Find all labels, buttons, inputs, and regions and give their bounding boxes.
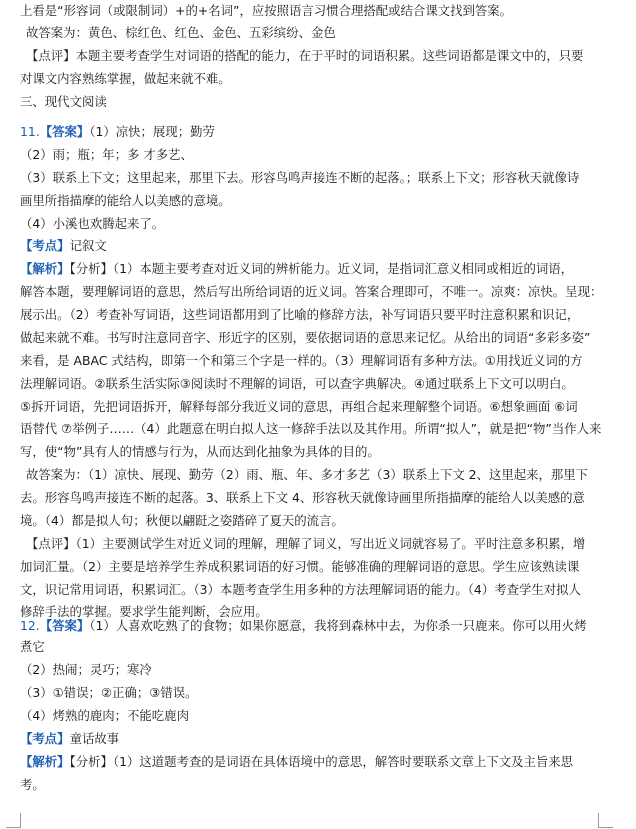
answer-line: [20, 617, 620, 635]
text-line: 加词汇量。（2）主要是培养学生养成积累词语的好习惯。能够准确的理解词语的意思。学生应该熟读课: [20, 559, 580, 574]
text-line: 上看是“形容词（或限制词）+的+名词”，应按照语言习惯合理搭配或结合课文找到答案。: [20, 3, 513, 18]
text-line: 故答案为：黄色、棕红色、红色、金色、五彩缤纷、金色: [26, 25, 336, 40]
text-line: 法理解词语。②联系生活实际③阅读时不理解的词语，可以查字典解决。④通过联系上下文可以明白。: [20, 376, 574, 391]
text-line: （2）雨；瓶；年；多 才多艺、: [20, 147, 193, 162]
section-tag: 【答案】: [39, 618, 90, 633]
answer-text: 【答案】（1）凉快；展现；勤劳: [39, 124, 215, 139]
corner-mark: [598, 813, 613, 828]
analysis-line: 【解析】【分析】（1）这道题考查的是词语在具体语境中的意思，解答时要联系文章上下文及主旨来思: [20, 754, 574, 769]
text-line: 语替代 ⑦举例子……（4）此题意在明白拟人这一修辞手法以及其作用。所谓“拟人”，就是把“物”当作人来: [20, 421, 602, 436]
text-line: （3）联系上下文；这里起来，那里下去。形容鸟鸣声接连不断的起落。；联系上下文；形容秋天就像诗: [20, 170, 580, 185]
keypoint-line: 【考点】记叙文: [20, 238, 107, 253]
text-line: 展示出。（2）考查补写词语，这些词语都用到了比喻的修辞方法，补写词语只要平时注意积累和识记，: [20, 307, 580, 322]
section-tag: 【答案】: [39, 124, 90, 139]
text-line: 考。: [20, 777, 45, 792]
comment-line: 【点评】（1）主要测试学生对近义词的理解，理解了词义，写出近义词就容易了。平时注意多积累，增: [26, 536, 586, 551]
section-tag: 【解析】: [20, 261, 70, 276]
corner-mark: [6, 813, 21, 828]
text-line: 去。形容鸟鸣声接连不断的起落。3、联系上下文 4、形容秋天就像诗画里所指描摩的能给人以美感的意: [20, 490, 585, 505]
answer-line: [20, 123, 620, 141]
text-line: 故答案为：（1）凉快、展现、勤劳（2）雨、瓶、年、多才多艺（3）联系上下文 2、这里起来，那里下: [26, 467, 589, 482]
text-line: 来看，是 ABAC 式结构，即第一个和第三个字是一样的。（3）理解词语有多种方法。①用找近义词的方: [20, 353, 583, 368]
text-line: 对课文内容熟练掌握，做起来就不难。: [20, 71, 231, 86]
text-line: （2）热闹；灵巧；寒冷: [20, 662, 152, 677]
text-line: 境。（4）都是拟人句；秋便以翩跹之姿踏碎了夏天的流言。: [20, 513, 344, 528]
question-number: 12.: [20, 618, 40, 633]
text-line: 煮它: [20, 639, 45, 654]
text-line: 解答本题，要理解词语的意思，然后写出所给词语的近义词。答案合理即可，不唯一。凉爽：凉快。呈现：: [20, 284, 603, 299]
answer-text: 【答案】（1）人喜欢吃熟了的食物；如果你愿意，我将到森林中去，为你杀一只鹿来。你可以用火烤: [39, 618, 587, 633]
section-heading: 三、现代文阅读: [20, 94, 107, 109]
section-tag: 【解析】: [20, 754, 70, 769]
text-line: （4）小溪也欢腾起来了。: [20, 216, 165, 231]
text-line: 做起来就不难。书写时注意同音字、形近字的区别，要依据词语的意思来记忆。从给出的词语“多彩多姿”: [20, 330, 591, 345]
text-line: （4）烤熟的鹿肉；不能吃鹿肉: [20, 708, 189, 723]
keypoint-line: 【考点】童话故事: [20, 731, 120, 746]
text-line: 修辞手法的掌握。要求学生能判断，会应用。: [20, 604, 268, 619]
text-line: ⑤拆开词语，先把词语拆开，解释每部分我近义词的意思，再组合起来理解整个词语。⑥想象画面 ⑥词: [20, 399, 578, 414]
question-number: 11.: [20, 124, 40, 139]
text-line: 写，使“物”具有人的情感与行为，从而达到化抽象为具体的目的。: [20, 444, 380, 459]
text-line: （3）①错误；②正确；③错误。: [20, 685, 198, 700]
section-tag: 【考点】: [20, 238, 70, 253]
comment-line: 【点评】本题主要考查学生对词语的搭配的能力，在于平时的词语积累。这些词语都是课文中的，只要: [26, 48, 584, 63]
text-line: 文，识记常用词语，积累词汇。（3）本题考查学生用多种的方法理解词语的能力。（4）考查学生对拟人: [20, 582, 581, 597]
analysis-line: 【解析】【分析】（1）本题主要考查对近义词的辨析能力。近义词，是指词汇意义相同或相近的词语，: [20, 261, 574, 276]
section-tag: 【考点】: [20, 731, 70, 746]
text-line: 画里所指描摩的能给人以美感的意境。: [20, 193, 231, 208]
